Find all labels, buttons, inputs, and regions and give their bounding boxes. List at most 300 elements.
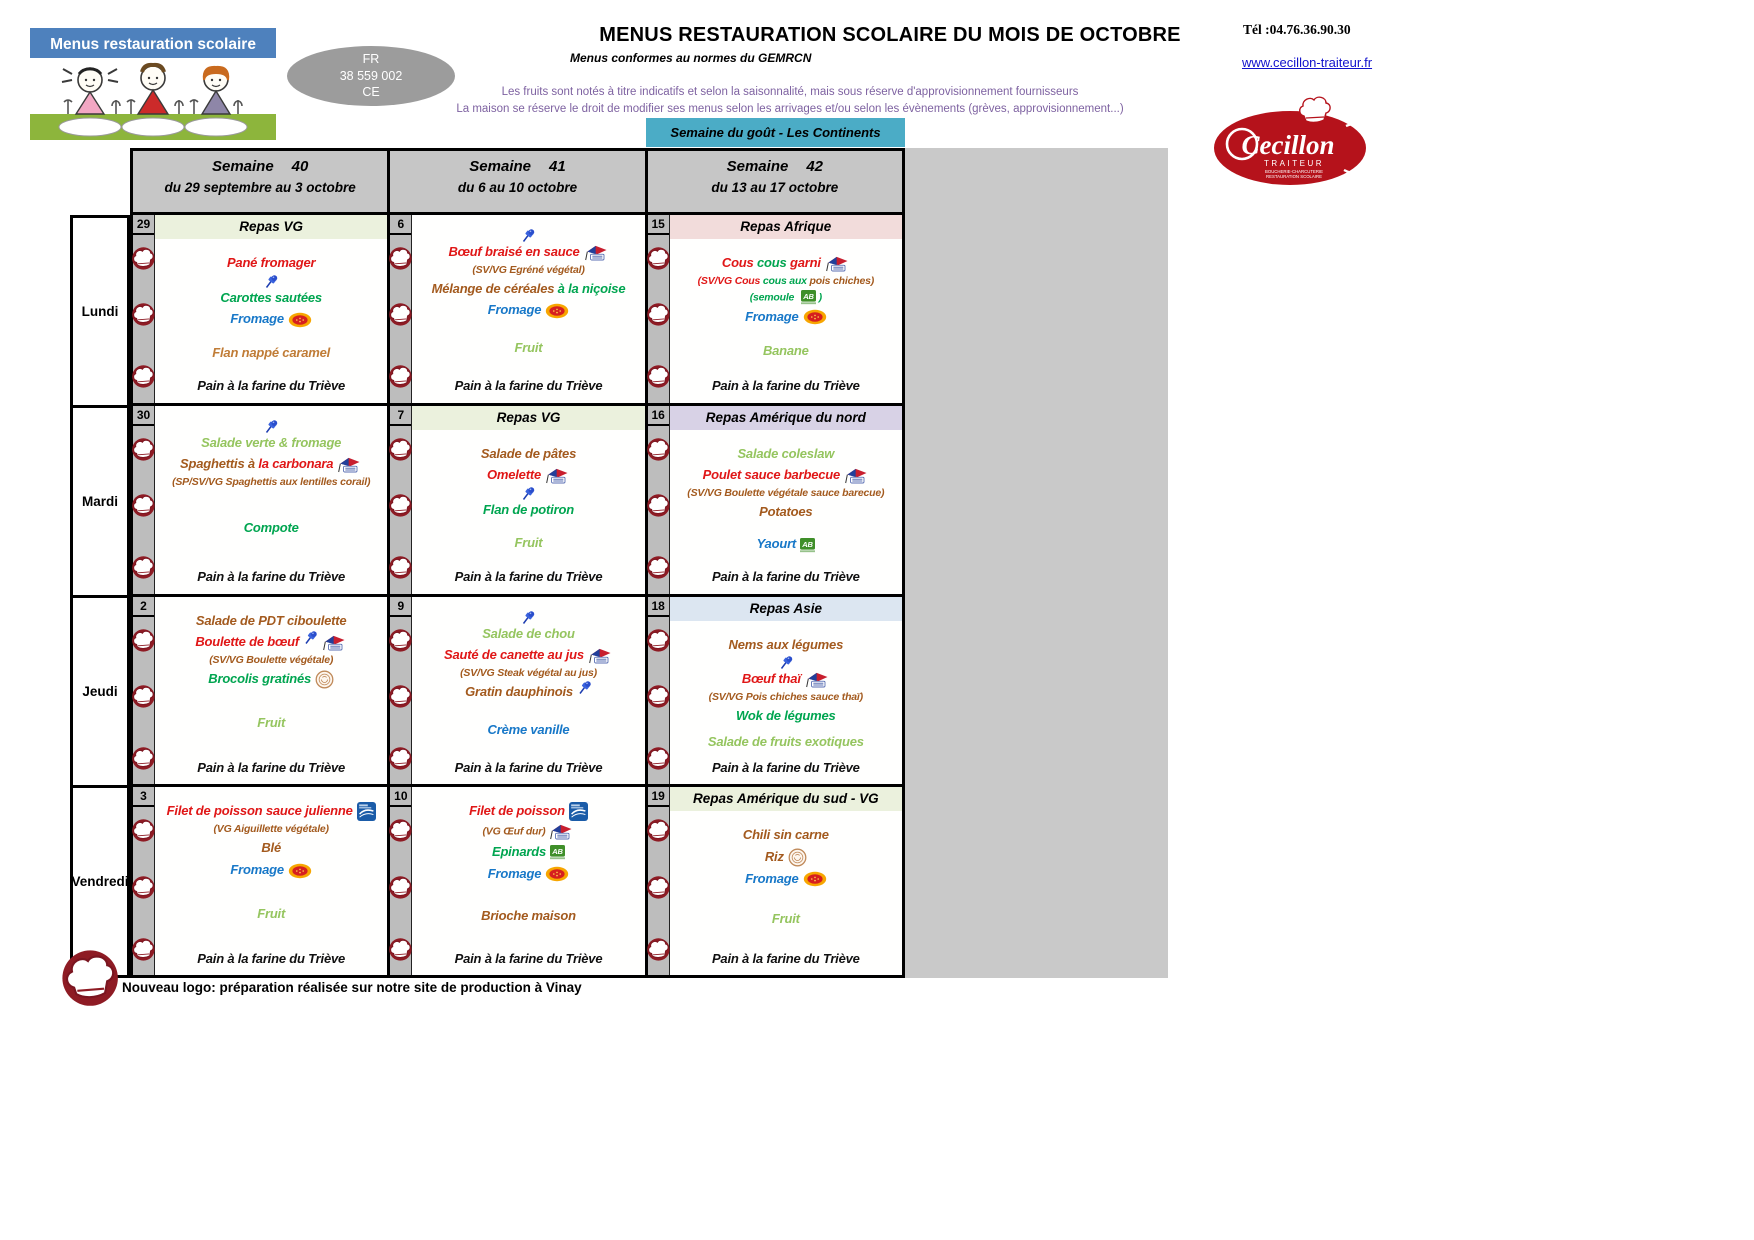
menu-item-text: Fruit <box>771 910 800 926</box>
menu-item <box>212 343 330 363</box>
menu-item <box>201 433 341 453</box>
page-title: MENUS RESTAURATION SCOLAIRE DU MOIS DE OCTOBRE <box>599 24 1181 46</box>
menu-item <box>712 376 860 396</box>
theme-banner: Repas VG <box>412 406 644 430</box>
pin-icon <box>264 419 279 434</box>
day-label-lundi: Lundi <box>73 218 127 408</box>
menu-content <box>155 406 387 594</box>
fr-oval-line2: 38 559 002 <box>339 68 403 83</box>
pushpin-icon <box>577 680 592 695</box>
chef-hat-icon <box>644 745 671 771</box>
menu-item <box>698 275 874 288</box>
menu-item-text: Salade de chou <box>482 625 575 641</box>
menu-item <box>488 720 570 740</box>
chef-hat-icon <box>129 817 156 843</box>
menu-items <box>155 239 387 403</box>
menu-body <box>130 215 905 978</box>
sustainable-fish-label-icon <box>357 802 376 821</box>
day-strip <box>390 406 412 594</box>
menu-item <box>197 376 345 396</box>
menu-items <box>670 239 902 403</box>
cecillon-traiteur-logo <box>1212 96 1372 188</box>
production-site-stamp-icon <box>315 670 334 689</box>
organic-ab-logo-icon <box>800 538 815 553</box>
menu-content <box>670 787 902 975</box>
sustainable-fish-label-icon <box>569 802 588 821</box>
menu-item-text: Chili sin carne <box>742 827 829 843</box>
menu-item-text: Pain à la farine du Triève <box>711 950 860 966</box>
menu-item-text: cous aux <box>762 274 810 287</box>
menu-item-text: Pané fromager <box>226 255 316 270</box>
menu-items <box>155 787 387 975</box>
menu-item <box>487 465 570 485</box>
day-number: 2 <box>133 597 154 617</box>
menu-item <box>757 534 816 554</box>
fr-oval-line3: CE <box>362 85 380 100</box>
day-number: 9 <box>390 597 411 617</box>
menu-item-text: Omelette <box>486 467 541 483</box>
menu-item-text: Pain à la farine du Triève <box>197 378 346 394</box>
menu-item-text: Crème vanille <box>487 721 570 737</box>
menu-item <box>482 624 575 644</box>
menu-item-text: pois chiches) <box>809 274 875 287</box>
day-strip <box>390 597 412 785</box>
menu-item <box>742 669 830 689</box>
menu-item <box>750 290 822 305</box>
chef-hat-icon <box>644 817 671 843</box>
menu-item-text: Salade de PDT ciboulette <box>195 612 347 628</box>
svg-text:AB: AB <box>552 847 563 857</box>
theme-banner: Repas VG <box>155 215 387 239</box>
menu-content <box>155 597 387 785</box>
menu-item <box>197 949 345 969</box>
menu-item-text: Mélange de céréales <box>431 280 555 296</box>
menu-item <box>455 949 603 969</box>
menu-item-text: Fruit <box>257 906 286 922</box>
menu-item-text: (SV/VG Steak végétal au jus) <box>460 666 597 679</box>
brand-name: Cecillon <box>1241 130 1335 160</box>
week-header-row <box>130 148 905 215</box>
french-origin-label-icon <box>545 467 570 484</box>
chef-hat-icon <box>644 363 671 389</box>
chef-hat-icon <box>644 301 671 327</box>
menu-item-text: (VG Aiguillette végétale) <box>213 823 329 836</box>
theme-banner: Repas Amérique du nord <box>670 406 902 430</box>
menu-item-text: Spaghettis à <box>180 456 259 472</box>
taste-week-banner: Semaine du goût - Les Continents <box>646 118 905 147</box>
menu-item-text: Fromage <box>487 302 542 318</box>
menu-item-text: (SV/VG Cous <box>697 274 763 287</box>
menu-item <box>703 465 869 485</box>
day-number: 10 <box>390 787 411 807</box>
chef-hat-icon <box>129 874 156 900</box>
menu-item-text: Flan nappé caramel <box>212 344 331 360</box>
day-label-jeudi: Jeudi <box>73 598 127 788</box>
week-header-40 <box>133 151 390 212</box>
menu-item-text: (SV/VG Egréné végétal) <box>472 263 585 276</box>
chef-hat-icon <box>129 301 156 327</box>
chef-hat-icon <box>644 245 671 271</box>
phone-number: Tél :04.76.36.90.30 <box>1243 22 1351 37</box>
menu-item-text: Salade de fruits exotiques <box>707 733 864 749</box>
menu-cell <box>390 597 647 785</box>
chef-hat-icon <box>386 874 413 900</box>
menu-items <box>670 621 902 785</box>
chef-hat-icon <box>129 436 156 462</box>
theme-banner: Repas Amérique du sud - VG <box>670 787 902 811</box>
menu-items <box>155 597 387 785</box>
menu-item <box>261 838 281 858</box>
notice-line-2: La maison se réserve le droit de modifier ses menus selon les arrivages et/ou selon les évènements (grèves, approvisionnement...) <box>456 103 1124 115</box>
menu-item-text: Blé <box>261 840 281 856</box>
aop-cheese-badge-icon <box>803 871 827 887</box>
menu-item-text: Pain à la farine du Triève <box>711 569 860 584</box>
menu-item <box>481 444 576 464</box>
chef-hat-icon <box>386 683 413 709</box>
day-strip <box>648 215 670 403</box>
day-strip <box>133 406 155 594</box>
day-label-mardi: Mardi <box>73 408 127 598</box>
french-origin-label-icon <box>584 244 609 261</box>
menu-cell <box>133 597 390 785</box>
menu-item <box>515 338 543 358</box>
footer-note: Nouveau logo: préparation réalisée sur notre site de production à Vinay <box>122 980 582 995</box>
chef-hat-icon <box>644 554 671 580</box>
french-origin-label-icon <box>322 634 347 651</box>
menu-item-text: Filet de poisson <box>469 803 565 819</box>
week-number: 41 <box>549 158 566 175</box>
day-strip <box>390 215 412 403</box>
website-link[interactable]: www.cecillon-traiteur.fr <box>1242 55 1373 70</box>
empty-gray-column <box>905 148 1168 978</box>
menu-item <box>455 758 603 778</box>
menu-item <box>745 307 827 327</box>
menu-items <box>670 811 902 975</box>
chef-hat-icon <box>129 492 156 518</box>
menu-item <box>492 842 565 862</box>
menu-item <box>708 732 864 752</box>
menu-item <box>448 242 608 262</box>
theme-banner: Repas Asie <box>670 597 902 621</box>
menu-item-text: Brocolis gratinés <box>208 670 312 686</box>
week-header-42 <box>648 151 902 212</box>
menu-item-text: (semoule <box>749 290 797 303</box>
page-subtitle: Menus conformes au normes du GEMRCN <box>570 51 812 65</box>
menu-cell <box>390 787 647 975</box>
menu-item-text: Pain à la farine du Triève <box>454 950 603 966</box>
menu-items <box>412 430 644 594</box>
day-number: 6 <box>390 215 411 235</box>
svg-text:AB: AB <box>803 291 814 301</box>
menu-item-text: Pain à la farine du Triève <box>711 378 860 394</box>
production-site-stamp-icon <box>788 848 807 867</box>
week-label: Semaine <box>726 158 789 175</box>
menu-item-text: Fromage <box>230 861 284 877</box>
aop-cheese-badge-icon <box>288 863 312 879</box>
menu-item-text: Yaourt <box>756 536 797 552</box>
menu-item-text: Pain à la farine du Triève <box>197 759 346 775</box>
chef-hat-icon <box>386 245 413 271</box>
svg-text:AB: AB <box>802 539 813 549</box>
day-strip <box>648 406 670 594</box>
menu-content <box>670 406 902 594</box>
menu-content <box>670 597 902 785</box>
menu-item-text: Salade de pâtes <box>480 445 577 461</box>
menu-item-text: Boulette de bœuf <box>195 634 299 649</box>
menu-item <box>465 682 592 702</box>
chef-hat-icon <box>386 817 413 843</box>
menu-item <box>745 869 827 889</box>
school-menu-kids-logo <box>30 28 276 140</box>
menu-cell <box>133 787 390 975</box>
day-number: 18 <box>648 597 669 617</box>
menu-item <box>709 691 863 704</box>
chef-hat-icon <box>129 936 156 962</box>
menu-item <box>230 860 312 880</box>
chef-hat-icon <box>129 554 156 580</box>
pin-icon <box>521 228 536 243</box>
menu-item <box>227 253 315 273</box>
menu-item-text: Compote <box>243 520 299 536</box>
pushpin-icon <box>303 630 318 645</box>
menu-item <box>196 611 347 631</box>
menu-item <box>712 567 860 587</box>
menu-item <box>743 825 829 845</box>
chef-hat-icon <box>644 436 671 462</box>
menu-item <box>481 906 576 926</box>
menu-item-text: (VG Œuf dur) <box>482 825 546 838</box>
menu-cell <box>133 406 390 594</box>
menu-item <box>483 823 575 840</box>
menu-item <box>729 635 844 655</box>
week-label: Semaine <box>469 158 531 175</box>
menu-item-text: Filet de poisson sauce julienne <box>166 803 353 819</box>
menu-item-text: Cous <box>721 255 757 270</box>
menu-cell <box>390 406 647 594</box>
menu-items <box>670 430 902 594</box>
chef-hat-icon <box>644 874 671 900</box>
day-strip <box>390 787 412 975</box>
french-origin-label-icon <box>549 823 574 840</box>
brand-line1: BOUCHERIE-CHARCUTERIE <box>1264 169 1324 174</box>
menu-items <box>412 215 644 403</box>
menu-row-jeudi <box>133 597 902 788</box>
day-strip <box>648 597 670 785</box>
week-label: Semaine <box>211 158 274 175</box>
menu-item <box>197 567 345 587</box>
chef-hat-icon <box>386 554 413 580</box>
menu-item <box>220 288 322 308</box>
menu-item-text: (SV/VG Boulette végétale sauce barecue) <box>687 486 885 499</box>
menu-items <box>155 406 387 594</box>
chef-hat-icon <box>129 245 156 271</box>
chef-hat-icon <box>386 301 413 327</box>
menu-content <box>412 406 644 594</box>
menu-item <box>488 864 570 884</box>
menu-item-text: (SP/SV/VG Spaghettis aux lentilles corail) <box>172 475 371 488</box>
day-label-vendredi: Vendredi <box>71 874 129 889</box>
menu-cell <box>133 215 390 403</box>
menu-item-text: Fromage <box>745 870 799 886</box>
menu-row-vendredi <box>133 787 902 975</box>
chef-hat-icon <box>386 627 413 653</box>
menu-content <box>155 215 387 403</box>
menu-item <box>483 500 574 520</box>
chef-hat-icon <box>56 946 120 1008</box>
theme-banner: Repas Afrique <box>670 215 902 239</box>
chef-hat-icon <box>129 627 156 653</box>
menu-item <box>687 487 884 500</box>
menu-item-text: Pain à la farine du Triève <box>711 759 860 775</box>
menu-item-text: Pain à la farine du Triève <box>454 569 603 584</box>
menu-item-text: (SV/VG Boulette végétale) <box>209 653 334 666</box>
menu-cell <box>648 406 902 594</box>
chef-hat-icon <box>129 363 156 389</box>
day-labels-column <box>70 215 130 978</box>
chef-hat-icon <box>386 436 413 462</box>
menu-item <box>759 502 812 522</box>
menu-item <box>455 376 603 396</box>
menu-item-text: Brioche maison <box>481 908 576 924</box>
menu-item <box>197 758 345 778</box>
menu-item <box>444 645 613 665</box>
menu-item-text: Pain à la farine du Triève <box>197 950 346 966</box>
french-origin-label-icon <box>337 456 362 473</box>
menu-cell <box>390 215 647 403</box>
menu-content <box>412 215 644 403</box>
week-dates: du 29 septembre au 3 octobre <box>164 180 356 195</box>
menu-item-text: Carottes sautées <box>220 289 322 305</box>
menu-item-text: (SV/VG Pois chiches sauce thaï) <box>708 690 863 703</box>
menu-item-text: Banane <box>762 343 809 359</box>
week-number: 40 <box>291 158 309 175</box>
day-number: 7 <box>390 406 411 426</box>
menu-item <box>469 801 588 821</box>
menu-item <box>472 264 584 277</box>
menu-item-text: Gratin dauphinois <box>465 683 573 699</box>
menu-item <box>736 706 836 726</box>
week-dates: du 6 au 10 octobre <box>457 180 578 195</box>
menu-items <box>412 597 644 785</box>
menu-item-text: Fromage <box>230 311 284 326</box>
chef-hat-icon <box>386 745 413 771</box>
day-strip <box>133 787 155 975</box>
menu-item-text: Sauté de canette au jus <box>444 647 584 662</box>
menu-item-text: Fruit <box>514 535 543 551</box>
menu-item <box>460 667 597 680</box>
french-origin-label-icon <box>844 467 869 484</box>
menu-item-text: Fruit <box>257 715 286 731</box>
week-number: 42 <box>806 158 824 175</box>
day-strip <box>648 787 670 975</box>
menu-item-text: Poulet sauce barbecue <box>702 467 841 483</box>
menu-item-text: Wok de légumes <box>736 707 836 723</box>
day-number: 3 <box>133 787 154 807</box>
menu-item <box>172 476 370 489</box>
menu-item-text: Fromage <box>745 308 799 324</box>
chef-hat-icon <box>129 683 156 709</box>
organic-ab-logo-icon <box>801 290 816 305</box>
pin-icon <box>264 274 279 289</box>
menu-item-text: Riz <box>764 848 784 864</box>
fr-oval-line1: FR <box>362 51 380 66</box>
menu-item <box>772 909 800 929</box>
menu-item-text: Nems aux légumes <box>728 636 844 652</box>
aop-cheese-badge-icon <box>545 303 569 319</box>
menu-item <box>712 949 860 969</box>
menu-item-text: Bœuf thaï <box>741 671 801 686</box>
menu-cell <box>648 215 902 403</box>
day-number: 16 <box>648 406 669 426</box>
pin-icon <box>521 486 536 501</box>
menu-item <box>455 567 603 587</box>
week-dates: du 13 au 17 octobre <box>711 180 839 195</box>
organic-ab-logo-icon <box>550 845 565 860</box>
menu-item <box>230 309 312 329</box>
brand-sub: TRAITEUR <box>1264 159 1324 168</box>
pin-icon <box>778 655 793 670</box>
menu-item <box>763 341 809 361</box>
menu-item-text: Salade verte & fromage <box>201 434 342 450</box>
day-number: 15 <box>648 215 669 235</box>
menu-item <box>244 518 299 538</box>
week-header-41 <box>390 151 647 212</box>
menu-content <box>670 215 902 403</box>
menu-item-text: à la niçoise <box>554 280 626 296</box>
menu-item <box>257 713 285 733</box>
menu-items <box>412 787 644 975</box>
chef-hat-icon <box>386 492 413 518</box>
menu-item <box>722 253 850 273</box>
menu-item <box>195 632 347 652</box>
chef-hat-icon <box>644 683 671 709</box>
menu-item <box>737 444 834 464</box>
menu-item <box>257 904 285 924</box>
menu-item-text: Flan de potiron <box>483 501 574 517</box>
day-strip <box>133 215 155 403</box>
french-origin-label-icon <box>825 255 850 272</box>
menu-item <box>765 847 807 867</box>
menu-item-text: Pain à la farine du Triève <box>454 759 603 775</box>
menu-item <box>180 454 362 474</box>
menu-item-text: Pain à la farine du Triève <box>454 378 603 394</box>
menu-item-text: cous <box>757 255 790 270</box>
chef-hat-icon <box>644 627 671 653</box>
chef-hat-icon <box>386 363 413 389</box>
menu-content <box>412 597 644 785</box>
menu-item <box>712 758 860 778</box>
day-number: 19 <box>648 787 669 807</box>
menu-item-text: Salade coleslaw <box>737 445 835 461</box>
menu-row-lundi <box>133 215 902 406</box>
menu-row-mardi <box>133 406 902 597</box>
menu-cell <box>648 597 902 785</box>
menu-item <box>488 300 570 320</box>
aop-cheese-badge-icon <box>803 309 827 325</box>
day-number: 29 <box>133 215 154 235</box>
brand-line2: RESTAURATION SCOLAIRE <box>1266 174 1322 179</box>
menu-item <box>167 801 376 821</box>
menu-item <box>213 823 328 836</box>
chef-hat-icon <box>644 492 671 518</box>
menu-content <box>155 787 387 975</box>
chef-hat-icon <box>386 936 413 962</box>
menu-item <box>515 533 543 553</box>
chef-hat-icon <box>129 745 156 771</box>
menu-item-text: Bœuf braisé en sauce <box>448 244 580 259</box>
menu-item-text: Epinards <box>491 844 546 860</box>
menu-item <box>209 654 333 667</box>
